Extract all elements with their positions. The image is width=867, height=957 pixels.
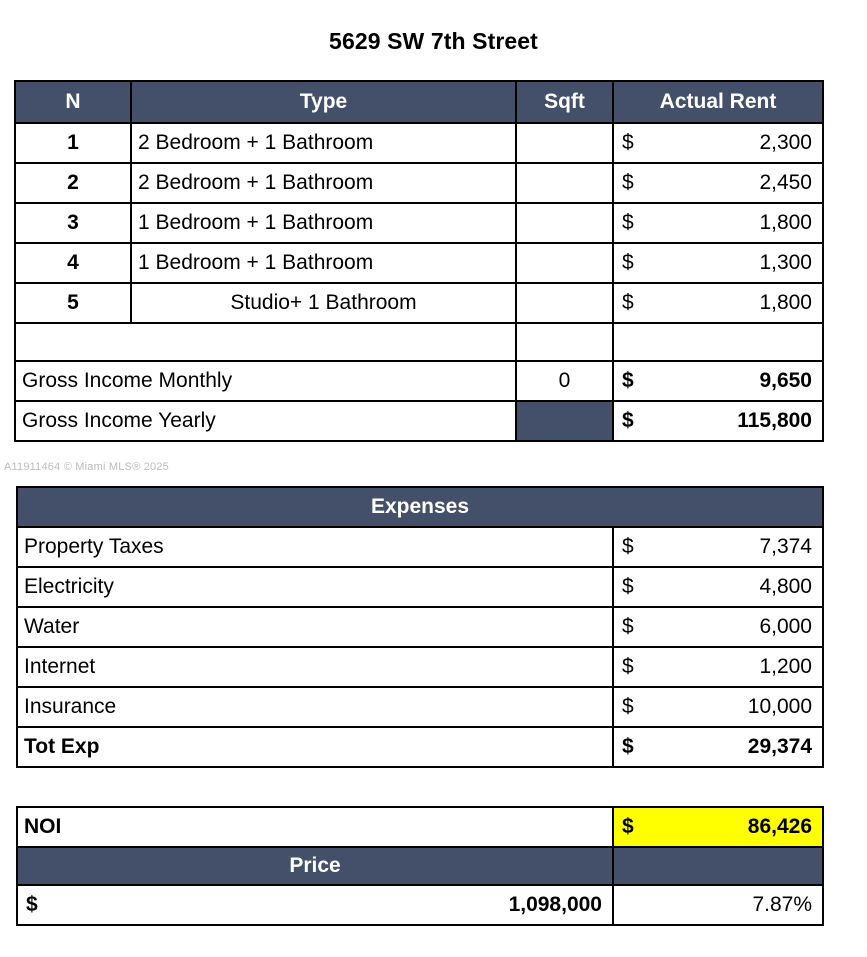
price-value [17,885,613,925]
rent-roll-table [14,80,824,442]
expense-value [613,527,823,567]
amount: 4,800 [759,575,812,598]
currency-symbol: $ [622,695,634,718]
unit-type: 1 Bedroom + 1 Bathroom [131,243,516,283]
currency-symbol: $ [622,291,634,314]
amount: 86,426 [747,815,812,838]
gross-income-yearly-row [15,401,823,441]
gross-income-monthly-row [15,361,823,401]
unit-type: 2 Bedroom + 1 Bathroom [131,123,516,163]
price-value-row [17,885,823,925]
expense-value [613,687,823,727]
spacer-cell-rent [613,323,823,361]
table-header-row [15,81,823,123]
currency-symbol: $ [622,655,634,678]
table-row [17,687,823,727]
expenses-header-row [17,487,823,527]
table-row [15,123,823,163]
expenses-header-label: Expenses [17,487,823,527]
column-header-type: Type [131,81,516,123]
currency-symbol: $ [622,369,634,392]
gross-income-monthly-label: Gross Income Monthly [15,361,516,401]
table-row [17,607,823,647]
rent-amount: 1,800 [759,211,812,234]
price-header-label: Price [17,847,613,885]
unit-sqft [516,163,613,203]
page-title: 5629 SW 7th Street [329,28,538,54]
expense-label: Insurance [17,687,613,727]
unit-sqft [516,203,613,243]
unit-sqft [516,243,613,283]
total-expenses-value [613,727,823,767]
unit-number: 5 [15,283,131,323]
unit-rent [613,243,823,283]
noi-price-table [16,806,824,926]
unit-number: 3 [15,203,131,243]
unit-type: Studio+ 1 Bathroom [131,283,516,323]
spacer-row [15,323,823,361]
mls-watermark: A11911464 © Miami MLS® 2025 [4,461,169,473]
table-row [15,283,823,323]
total-expenses-row [17,727,823,767]
rent-amount: 1,800 [759,291,812,314]
expenses-table [16,486,824,768]
table-row [15,243,823,283]
amount: 1,200 [759,655,812,678]
table-row [17,527,823,567]
expense-label: Water [17,607,613,647]
noi-value [613,807,823,847]
unit-type: 1 Bedroom + 1 Bathroom [131,203,516,243]
amount: 7,374 [759,535,812,558]
amount: 6,000 [759,615,812,638]
noi-row [17,807,823,847]
unit-type: 2 Bedroom + 1 Bathroom [131,163,516,203]
unit-number: 2 [15,163,131,203]
table-row [15,203,823,243]
table-row [17,567,823,607]
unit-sqft [516,123,613,163]
spacer-cell-sqft [516,323,613,361]
price-header-row [17,847,823,885]
expense-value [613,647,823,687]
unit-sqft [516,283,613,323]
expense-value [613,607,823,647]
unit-number: 4 [15,243,131,283]
unit-rent [613,123,823,163]
currency-symbol: $ [622,615,634,638]
gross-income-monthly-sqft: 0 [516,361,613,401]
rent-amount: 2,450 [759,171,812,194]
amount: 115,800 [737,409,812,432]
gross-income-yearly-value [613,401,823,441]
column-header-sqft: Sqft [516,81,613,123]
currency-symbol: $ [622,409,634,432]
filled-blank-cell [516,401,613,441]
currency-symbol: $ [622,815,634,838]
currency-symbol: $ [622,735,634,758]
table-row [15,163,823,203]
total-expenses-label: Tot Exp [17,727,613,767]
amount: 9,650 [759,369,812,392]
rent-amount: 1,300 [759,251,812,274]
currency-symbol: $ [622,171,634,194]
gross-income-monthly-value [613,361,823,401]
unit-number: 1 [15,123,131,163]
currency-symbol: $ [622,575,634,598]
rent-amount: 2,300 [759,131,812,154]
currency-symbol: $ [622,131,634,154]
amount: 1,098,000 [508,893,602,916]
column-header-n: N [15,81,131,123]
currency-symbol: $ [622,251,634,274]
spacer-cell-left [15,323,516,361]
currency-symbol: $ [622,211,634,234]
gross-income-yearly-label: Gross Income Yearly [15,401,516,441]
expense-label: Internet [17,647,613,687]
amount: 10,000 [747,695,812,718]
expense-label: Property Taxes [17,527,613,567]
unit-rent [613,203,823,243]
table-row [17,647,823,687]
column-header-actual-rent: Actual Rent [613,81,823,123]
expense-label: Electricity [17,567,613,607]
unit-rent [613,163,823,203]
amount: 29,374 [747,735,812,758]
currency-symbol: $ [622,535,634,558]
cap-rate-value: 7.87% [613,885,823,925]
currency-symbol: $ [26,893,38,916]
expense-value [613,567,823,607]
price-header-blank [613,847,823,885]
noi-label: NOI [17,807,613,847]
unit-rent [613,283,823,323]
